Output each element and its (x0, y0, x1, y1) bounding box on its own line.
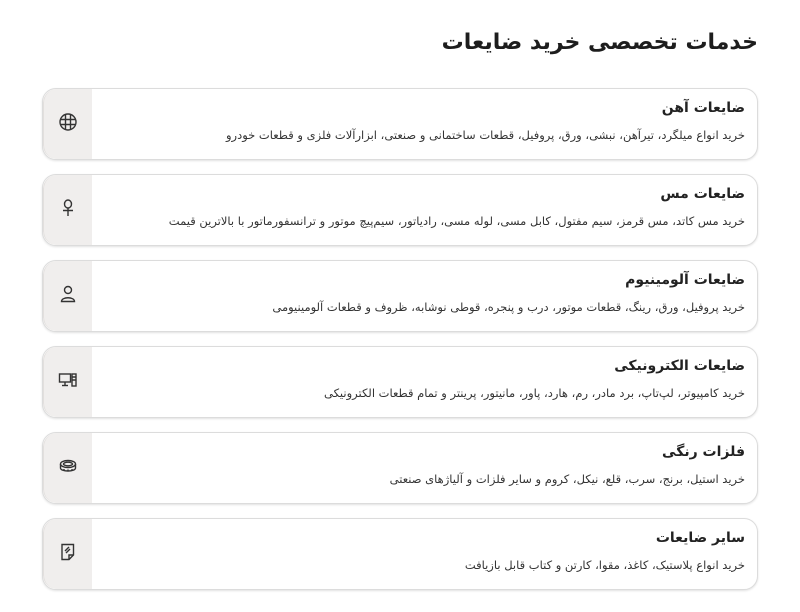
service-card-copper[interactable] (42, 174, 758, 246)
card-text (92, 89, 757, 159)
paper-note-icon (58, 542, 78, 566)
service-card-electronics[interactable] (42, 346, 758, 418)
page-title: خدمات تخصصی خرید ضایعات (441, 30, 758, 55)
service-card-nonferrous[interactable] (42, 432, 758, 504)
icon-panel (43, 347, 92, 417)
card-title: ضایعات مس (660, 186, 745, 202)
service-card-iron[interactable] (42, 88, 758, 160)
metal-ring-icon (58, 456, 78, 480)
card-text (92, 261, 757, 331)
card-description: خرید کامپیوتر، لپ‌تاپ، برد مادر، رم، هارد، پاور، مانیتور، پرینتر و تمام قطعات الکترونیکی (323, 386, 745, 400)
service-card-other[interactable] (42, 518, 758, 590)
card-title: فلزات رنگی (662, 444, 745, 460)
service-card-aluminum[interactable] (42, 260, 758, 332)
globe-grid-icon (58, 112, 78, 136)
card-text (92, 175, 757, 245)
services-list (42, 88, 758, 604)
card-title: ضایعات الکترونیکی (614, 358, 745, 374)
card-title: ضایعات آهن (661, 100, 745, 116)
card-description: خرید انواع پلاستیک، کاغذ، مقوا، کارتن و کتاب قابل بازیافت (464, 558, 745, 572)
ankh-icon (58, 198, 78, 222)
desktop-computer-icon (58, 370, 78, 394)
card-text (92, 519, 757, 589)
card-description: خرید پروفیل، ورق، رینگ، قطعات موتور، درب و پنجره، قوطی نوشابه، ظروف و قطعات آلومینیومی (272, 300, 745, 314)
card-text (92, 347, 757, 417)
card-title: ضایعات آلومینیوم (625, 272, 745, 288)
icon-panel (43, 261, 92, 331)
icon-panel (43, 175, 92, 245)
card-title: سایر ضایعات (655, 530, 745, 546)
card-description: خرید مس کاتد، مس قرمز، سیم مفتول، کابل مسی، لوله مسی، رادیاتور، سیم‌پیچ موتور و ترانسفورماتور با بالاترین قیمت (168, 214, 745, 228)
card-description: خرید انواع میلگرد، تیرآهن، نبشی، ورق، پروفیل، قطعات ساختمانی و صنعتی، ابزارآلات فلزی و قطعات خودرو (225, 128, 745, 142)
card-text (92, 433, 757, 503)
card-description: خرید استیل، برنج، سرب، قلع، نیکل، کروم و سایر فلزات و آلیاژهای صنعتی (389, 472, 745, 486)
icon-panel (43, 519, 92, 589)
user-icon (58, 284, 78, 308)
icon-panel (43, 89, 92, 159)
icon-panel (43, 433, 92, 503)
